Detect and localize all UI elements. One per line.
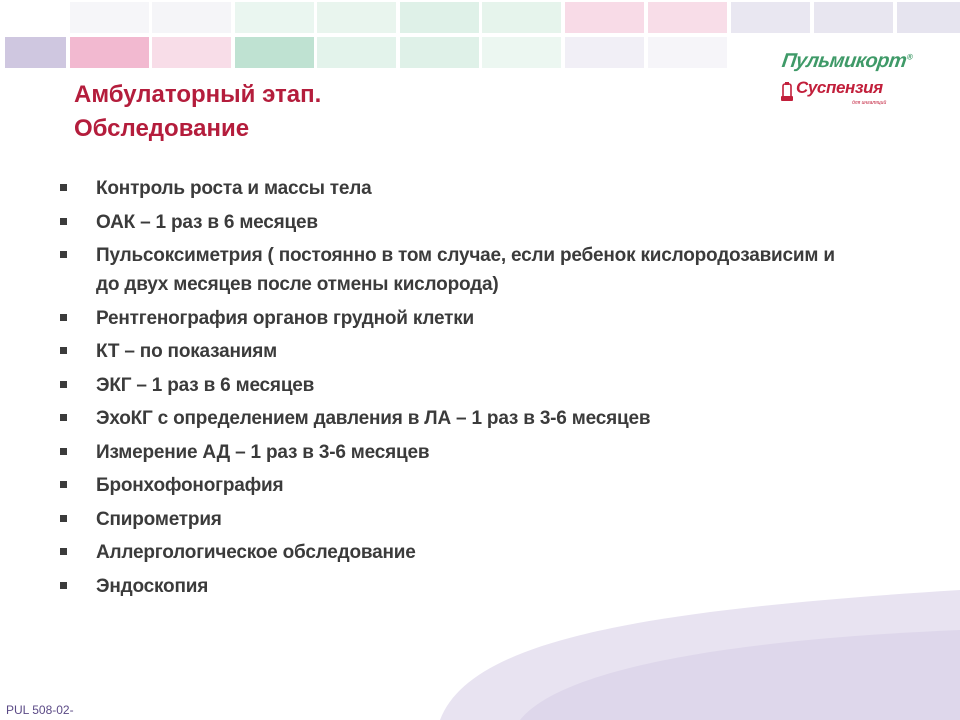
bullet-icon [60, 414, 67, 421]
list-item: ЭхоКГ с определением давления в ЛА – 1 раз в 3-6 месяцев [58, 404, 878, 433]
header-tile [70, 2, 149, 33]
footer-code: PUL 508-02- [6, 703, 74, 717]
header-tile [235, 2, 314, 33]
header-tile [731, 2, 810, 33]
header-tile [400, 37, 479, 68]
list-item: ОАК – 1 раз в 6 месяцев [58, 208, 878, 237]
header-tile [400, 2, 479, 33]
header-tile [317, 37, 396, 68]
header-tile [152, 37, 231, 68]
brand-form [780, 78, 905, 106]
header-tile [897, 2, 960, 33]
bullet-icon [60, 251, 67, 258]
list-item: ЭКГ – 1 раз в 6 месяцев [58, 371, 878, 400]
bullet-icon [60, 515, 67, 522]
list-item: Рентгенография органов грудной клетки [58, 304, 878, 333]
bullet-icon [60, 314, 67, 321]
slide-title-line1: Амбулаторный этап. [74, 81, 322, 108]
brand-form-sublabel: для ингаляций [852, 100, 887, 106]
header-tile [648, 2, 727, 33]
header-tile [648, 37, 727, 68]
header-tile [317, 2, 396, 33]
bullet-icon [60, 347, 67, 354]
list-item: Аллергологическое обследование [58, 538, 878, 567]
bullet-icon [60, 184, 67, 191]
bullet-icon [60, 582, 67, 589]
bullet-icon [60, 548, 67, 555]
brand-logo [780, 50, 913, 114]
list-item: Бронхофонография [58, 471, 878, 500]
bullet-icon [60, 218, 67, 225]
list-item: Спирометрия [58, 505, 878, 534]
brand-form-label: Суспензия [796, 78, 883, 97]
bullet-icon [60, 381, 67, 388]
list-item: Контроль роста и массы тела [58, 174, 878, 203]
brand-name: Пульмикорт® [780, 50, 913, 72]
header-tile [5, 37, 66, 68]
bullet-icon [60, 448, 67, 455]
header-tile [152, 2, 231, 33]
header-tile [565, 2, 644, 33]
list-item: КТ – по показаниям [58, 337, 878, 366]
header-tile [482, 37, 561, 68]
header-tile [482, 2, 561, 33]
header-tile [70, 37, 149, 68]
list-item: Пульсоксиметрия ( постоянно в том случае, если ребенок кислородозависим и до двух месяцев после отмены кислорода) [58, 241, 878, 299]
header-tile [235, 37, 314, 68]
slide-title-line2: Обследование [74, 115, 250, 142]
list-item: Эндоскопия [58, 572, 878, 601]
slide-title [74, 78, 321, 146]
bullet-icon [60, 481, 67, 488]
inhaler-icon [780, 82, 794, 102]
list-item: Измерение АД – 1 раз в 3-6 месяцев [58, 438, 878, 467]
header-tile [565, 37, 644, 68]
examination-list [58, 174, 878, 605]
header-tile [814, 2, 893, 33]
